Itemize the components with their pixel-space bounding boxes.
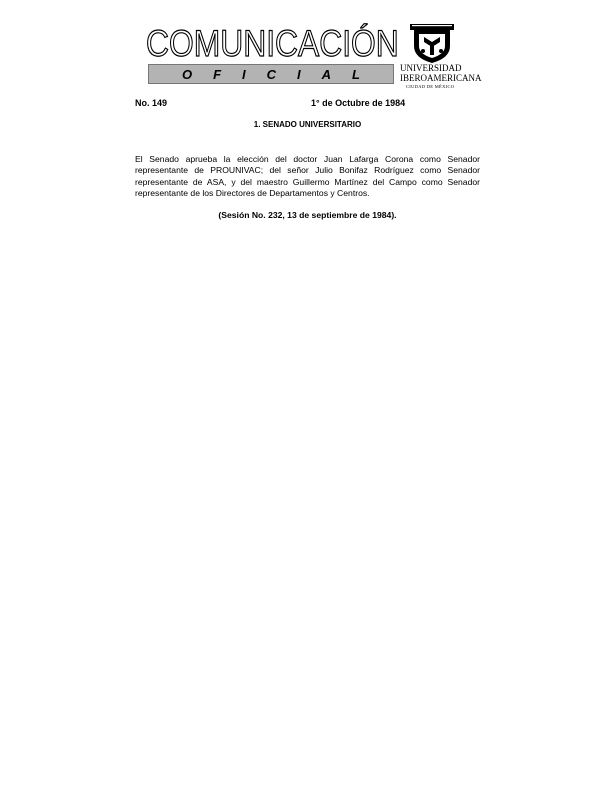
body-paragraph: El Senado aprueba la elección del doctor Juan Lafarga Corona como Senador representante de PROUNIVAC; del señor Julio Bonifaz Rodríguez como Senador representante de ASA, y del maestro Guillermo Martínez del Campo como Senador representante de los Directores de Departamentos y Centros.: [135, 154, 480, 198]
logo-name-line1: UNIVERSIDAD: [400, 63, 462, 73]
logo-name-line2: IBEROAMERICANA: [400, 73, 482, 83]
university-logo: [396, 20, 482, 94]
masthead-subtitle-bar: [148, 64, 394, 84]
university-seal-icon: [408, 20, 456, 64]
issue-number: No. 149: [135, 98, 168, 108]
masthead-subtitle: OFICIAL: [182, 66, 381, 82]
issue-meta: [135, 98, 480, 112]
logo-subline: CIUDAD DE MÉXICO: [406, 84, 455, 89]
masthead-title: COMUNICACIÓN: [146, 23, 399, 64]
session-note: (Sesión No. 232, 13 de septiembre de 1984).: [218, 210, 397, 220]
masthead: [146, 22, 399, 86]
issue-date: 1° de Octubre de 1984: [311, 98, 406, 108]
section-heading: 1. SENADO UNIVERSITARIO: [253, 120, 362, 129]
